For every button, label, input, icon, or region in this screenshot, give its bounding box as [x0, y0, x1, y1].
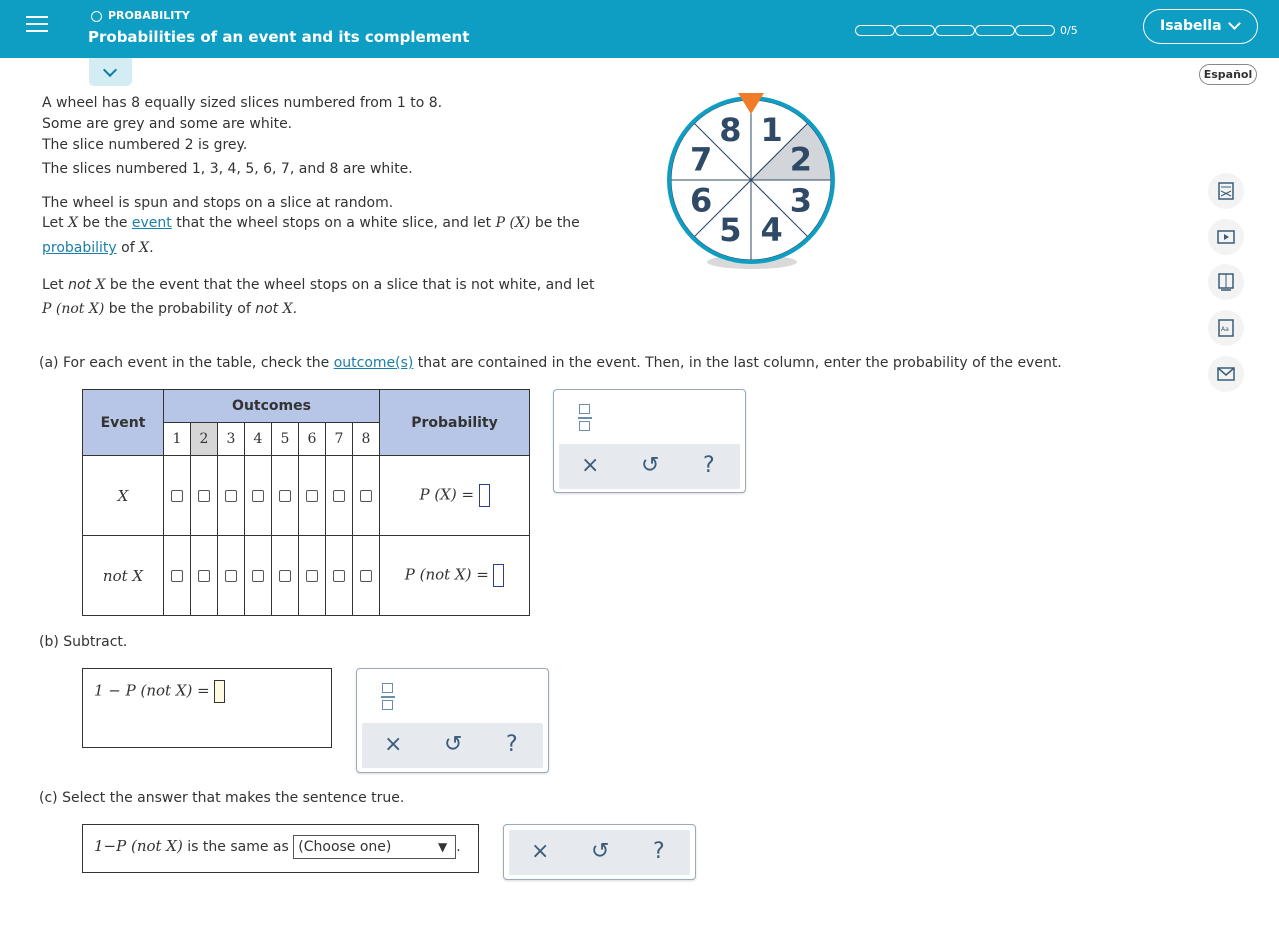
topic-status-icon: [91, 11, 102, 22]
outcome-cell: [245, 456, 272, 536]
text: Let: [42, 277, 69, 293]
outcome-checkbox[interactable]: [360, 490, 372, 502]
outcome-cell: [272, 536, 299, 616]
undo-button[interactable]: ↺: [444, 732, 463, 757]
wheel-slice-number: 7: [689, 140, 713, 179]
outcome-checkbox[interactable]: [333, 570, 345, 582]
probability-cell: [380, 456, 530, 536]
probability-x-input[interactable]: [479, 484, 490, 507]
outcome-checkbox[interactable]: [171, 570, 183, 582]
wheel-slice-number: 2: [789, 140, 813, 179]
outcome-header: 1: [164, 423, 191, 456]
outcome-checkbox[interactable]: [198, 570, 210, 582]
dropdown-arrow-icon: ▼: [438, 840, 448, 854]
top-bar: [0, 0, 1279, 58]
help-button[interactable]: ?: [703, 453, 715, 478]
part-c-sentence: 1−P (not X) is the same as (Choose one) ▼ .: [94, 835, 461, 859]
text: be the event that the wheel stops on a slice that is not white, and let: [105, 277, 595, 293]
outcome-checkbox[interactable]: [360, 570, 372, 582]
toolbox-actions: [362, 723, 543, 768]
outcome-header: 8: [353, 423, 380, 456]
problem-line: The slice numbered 2 is grey.: [42, 137, 248, 153]
spin-line: The wheel is spun and stops on a slice at random.: [42, 195, 394, 211]
answer-toolbox: [356, 668, 549, 773]
events-table: [82, 389, 530, 616]
probability-label: P (not X) =: [404, 565, 489, 584]
outcome-cell: [272, 456, 299, 536]
outcome-checkbox[interactable]: [171, 490, 183, 502]
calculator-button[interactable]: [1208, 173, 1244, 209]
table-row: [83, 536, 530, 616]
outcome-checkbox[interactable]: [279, 490, 291, 502]
progress-count: 0/5: [1060, 24, 1078, 37]
outcome-cell: [299, 536, 326, 616]
probability-link[interactable]: probability: [42, 240, 117, 256]
probability-label: P (X) =: [419, 485, 475, 504]
event-link[interactable]: event: [131, 215, 172, 231]
text: be the: [78, 215, 132, 231]
fraction-icon: [382, 683, 393, 693]
collapse-header-button[interactable]: [89, 58, 132, 86]
progress-segment: [855, 25, 895, 36]
outcome-cell: [353, 536, 380, 616]
chevron-down-icon: [1228, 17, 1241, 30]
outcomes-link[interactable]: outcome(s): [333, 355, 414, 371]
undo-button[interactable]: ↺: [641, 453, 660, 478]
textbook-icon: [1217, 273, 1235, 291]
user-menu-button[interactable]: [1143, 9, 1258, 44]
text: be the probability of: [104, 301, 256, 317]
outcome-cell: [191, 456, 218, 536]
progress-segment: [895, 25, 935, 36]
expression: P (not X): [42, 301, 105, 317]
clear-button[interactable]: ×: [384, 732, 403, 757]
part-b-input[interactable]: [214, 680, 225, 703]
not-probability-line: [42, 301, 297, 317]
text: Let: [42, 215, 69, 231]
answer-toolbox: [553, 389, 746, 493]
menu-icon[interactable]: [26, 16, 48, 36]
variable: X: [68, 215, 79, 231]
not-event-line: [42, 277, 594, 293]
event-cell: X: [83, 456, 164, 536]
text: that are contained in the event. Then, in the last column, enter the probability of the event.: [413, 355, 1062, 371]
message-button[interactable]: [1208, 356, 1244, 392]
variable: X: [95, 277, 106, 293]
svg-text:Aa: Aa: [1221, 326, 1229, 333]
video-button[interactable]: [1208, 219, 1244, 255]
undo-button[interactable]: ↺: [591, 839, 610, 864]
outcome-header: 3: [218, 423, 245, 456]
fraction-button[interactable]: [578, 404, 592, 432]
outcome-cell: [353, 456, 380, 536]
help-button[interactable]: ?: [653, 839, 665, 864]
problem-line: The slices numbered 1, 3, 4, 5, 6, 7, and 8 are white.: [42, 161, 413, 177]
outcome-checkbox[interactable]: [306, 570, 318, 582]
topic-title: Probabilities of an event and its complement: [88, 28, 470, 46]
outcome-cell: [326, 536, 353, 616]
outcome-cell: [245, 536, 272, 616]
wheel-slice-number: 5: [719, 210, 742, 249]
fraction-bar: [381, 696, 395, 698]
outcome-cell: [218, 536, 245, 616]
spinner-wheel: [660, 90, 845, 275]
fraction-icon: [579, 404, 590, 414]
video-icon: [1217, 228, 1235, 246]
part-a-instruction: [39, 355, 1062, 371]
outcome-header: 6: [299, 423, 326, 456]
not-word: not: [68, 277, 92, 293]
user-name: Isabella: [1160, 18, 1222, 34]
fraction-button[interactable]: [381, 683, 395, 711]
part-c-expression: 1−P (not X): [94, 837, 183, 855]
progress-segment: [935, 25, 975, 36]
outcome-checkbox[interactable]: [333, 490, 345, 502]
probability-column-header: Probability: [380, 390, 530, 456]
progress-segment: [1015, 25, 1055, 36]
outcome-checkbox[interactable]: [225, 490, 237, 502]
part-b-expression: 1 − P (not X) =: [94, 681, 210, 700]
outcome-header: 4: [245, 423, 272, 456]
outcome-header: 2: [191, 423, 218, 456]
language-button[interactable]: Español: [1199, 64, 1257, 85]
text: that the wheel stops on a white slice, and let: [171, 215, 496, 231]
glossary-button[interactable]: [1208, 310, 1244, 346]
outcome-cell: [164, 456, 191, 536]
wheel-slice-number: 6: [689, 181, 713, 220]
clear-button[interactable]: ×: [531, 839, 550, 864]
text: (a) For each event in the table, check the: [39, 355, 334, 371]
not-word: not: [255, 301, 279, 317]
variable: X.: [139, 240, 154, 256]
help-button[interactable]: ?: [506, 732, 518, 757]
answer-dropdown[interactable]: [293, 835, 456, 859]
wheel-slice-number: 8: [719, 111, 742, 150]
probability-cell: [380, 536, 530, 616]
wheel-slice-number: 3: [789, 181, 813, 220]
toolbox-actions: [509, 830, 690, 875]
outcome-cell: [218, 456, 245, 536]
fraction-icon: [382, 700, 393, 710]
event-definition-line: [42, 215, 580, 231]
wheel-slice-number: 1: [760, 111, 783, 150]
mail-icon: [1217, 365, 1235, 383]
outcome-cell: [164, 536, 191, 616]
answer-toolbox: [503, 824, 696, 880]
variable: X.: [282, 301, 298, 317]
part-b-expression-row: [94, 680, 225, 703]
outcome-cell: [299, 456, 326, 536]
outcome-checkbox[interactable]: [306, 490, 318, 502]
fraction-icon: [579, 421, 590, 431]
fraction-bar: [578, 417, 592, 419]
part-b-answer-box: [82, 668, 332, 748]
outcome-checkbox[interactable]: [252, 490, 264, 502]
problem-line: A wheel has 8 equally sized slices numbered from 1 to 8.: [42, 95, 443, 111]
part-c-text: is the same as: [182, 839, 294, 855]
outcome-checkbox[interactable]: [279, 570, 291, 582]
glossary-icon: [1217, 319, 1235, 337]
probability-definition-line: [42, 240, 154, 256]
part-c-label: (c) Select the answer that makes the sentence true.: [39, 790, 405, 806]
outcome-cell: [191, 536, 218, 616]
problem-line: Some are grey and some are white.: [42, 116, 293, 132]
outcome-checkbox[interactable]: [225, 570, 237, 582]
text: be the: [530, 215, 580, 231]
wheel-slice-number: 4: [760, 210, 783, 249]
part-b-label: (b) Subtract.: [39, 634, 128, 650]
outcomes-column-header: Outcomes: [164, 390, 380, 423]
clear-button[interactable]: ×: [581, 453, 600, 478]
text: of: [116, 240, 140, 256]
category-label: PROBABILITY: [108, 9, 190, 22]
progress-segment: [975, 25, 1015, 36]
part-c-answer-box: [82, 824, 479, 873]
table-row: [83, 456, 530, 536]
outcome-header: 7: [326, 423, 353, 456]
dropdown-value: (Choose one): [298, 839, 392, 855]
probability-not-x-input[interactable]: [493, 564, 504, 587]
outcome-checkbox[interactable]: [198, 490, 210, 502]
outcome-cell: [326, 456, 353, 536]
toolbox-actions: [559, 444, 740, 489]
progress-bar: [855, 25, 1055, 36]
event-cell: not X: [83, 536, 164, 616]
expression: P (X): [495, 215, 531, 231]
calculator-icon: [1217, 182, 1235, 200]
outcome-checkbox[interactable]: [252, 570, 264, 582]
chevron-down-icon: [103, 63, 117, 77]
event-column-header: Event: [83, 390, 164, 456]
outcome-header: 5: [272, 423, 299, 456]
textbook-button[interactable]: [1208, 264, 1244, 300]
